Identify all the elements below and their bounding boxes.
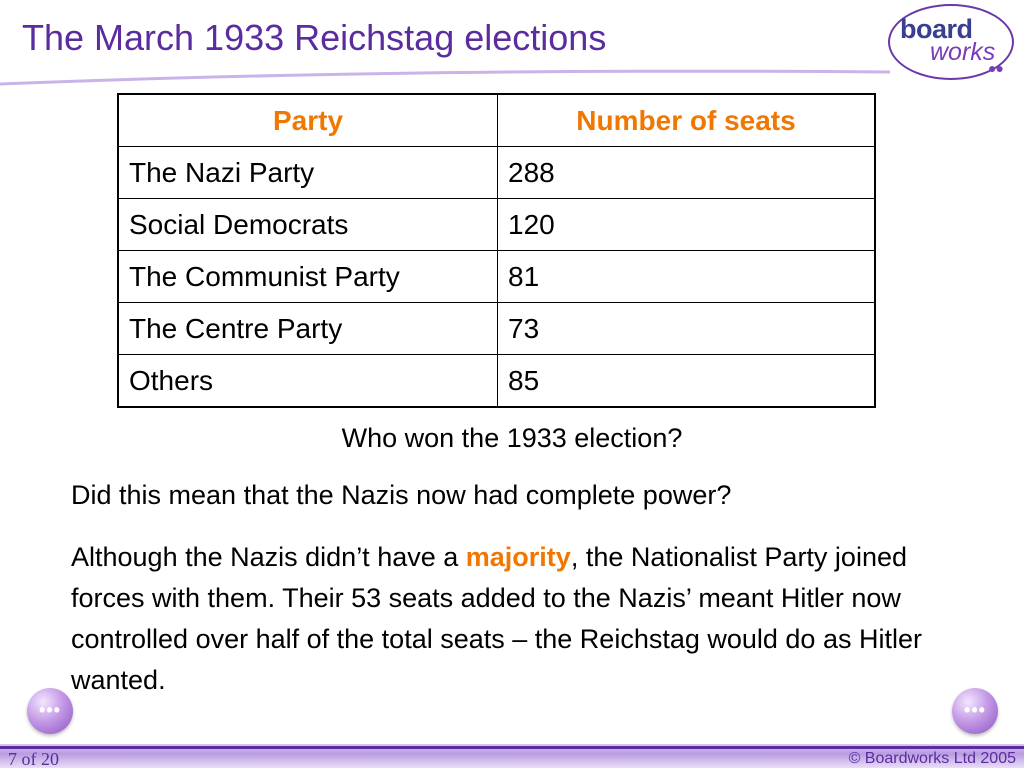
seats-cell: 73 [498,303,876,355]
seats-cell: 81 [498,251,876,303]
party-cell: The Communist Party [118,251,498,303]
table-header-row [118,94,875,147]
table-row [118,355,875,408]
copyright-notice: © Boardworks Ltd 2005 [848,750,1016,767]
seats-cell: 120 [498,199,876,251]
logo-board-text: board [900,14,973,44]
paragraph-text-end: , the Nationalist Party joined forces with them. Their 53 seats added to the Nazis’ meant Hitler now controlled over half of the total seats – the Reichstag would do as Hitler wanted. [71,542,922,695]
more-options-icon: ••• [964,700,986,720]
explanation-paragraph [71,537,971,701]
page-number: 7 of 20 [8,749,59,769]
boardworks-logo [888,4,1016,84]
header-party: Party [118,94,498,147]
logo-dots-icon: ●● [988,60,1003,76]
table-row [118,303,875,355]
next-slide-button[interactable] [952,688,998,734]
seats-cell: 288 [498,147,876,199]
party-cell: Others [118,355,498,408]
previous-slide-button[interactable] [27,688,73,734]
question-who-won: Who won the 1933 election? [341,423,683,453]
footer-divider [0,746,1024,749]
paragraph-text-start: Although the Nazis didn’t have a [71,542,466,572]
logo-works-text: works [930,38,996,66]
title-underline [0,68,890,88]
election-results-table [117,93,876,408]
slide-title: The March 1933 Reichstag elections [22,17,607,58]
seats-cell: 85 [498,355,876,408]
header-seats: Number of seats [498,94,876,147]
table-row [118,199,875,251]
table-row [118,147,875,199]
question-complete-power: Did this mean that the Nazis now had complete power? [71,480,732,510]
party-cell: The Centre Party [118,303,498,355]
party-cell: The Nazi Party [118,147,498,199]
more-options-icon: ••• [39,700,61,720]
table-row [118,251,875,303]
majority-keyword: majority [465,542,571,572]
party-cell: Social Democrats [118,199,498,251]
